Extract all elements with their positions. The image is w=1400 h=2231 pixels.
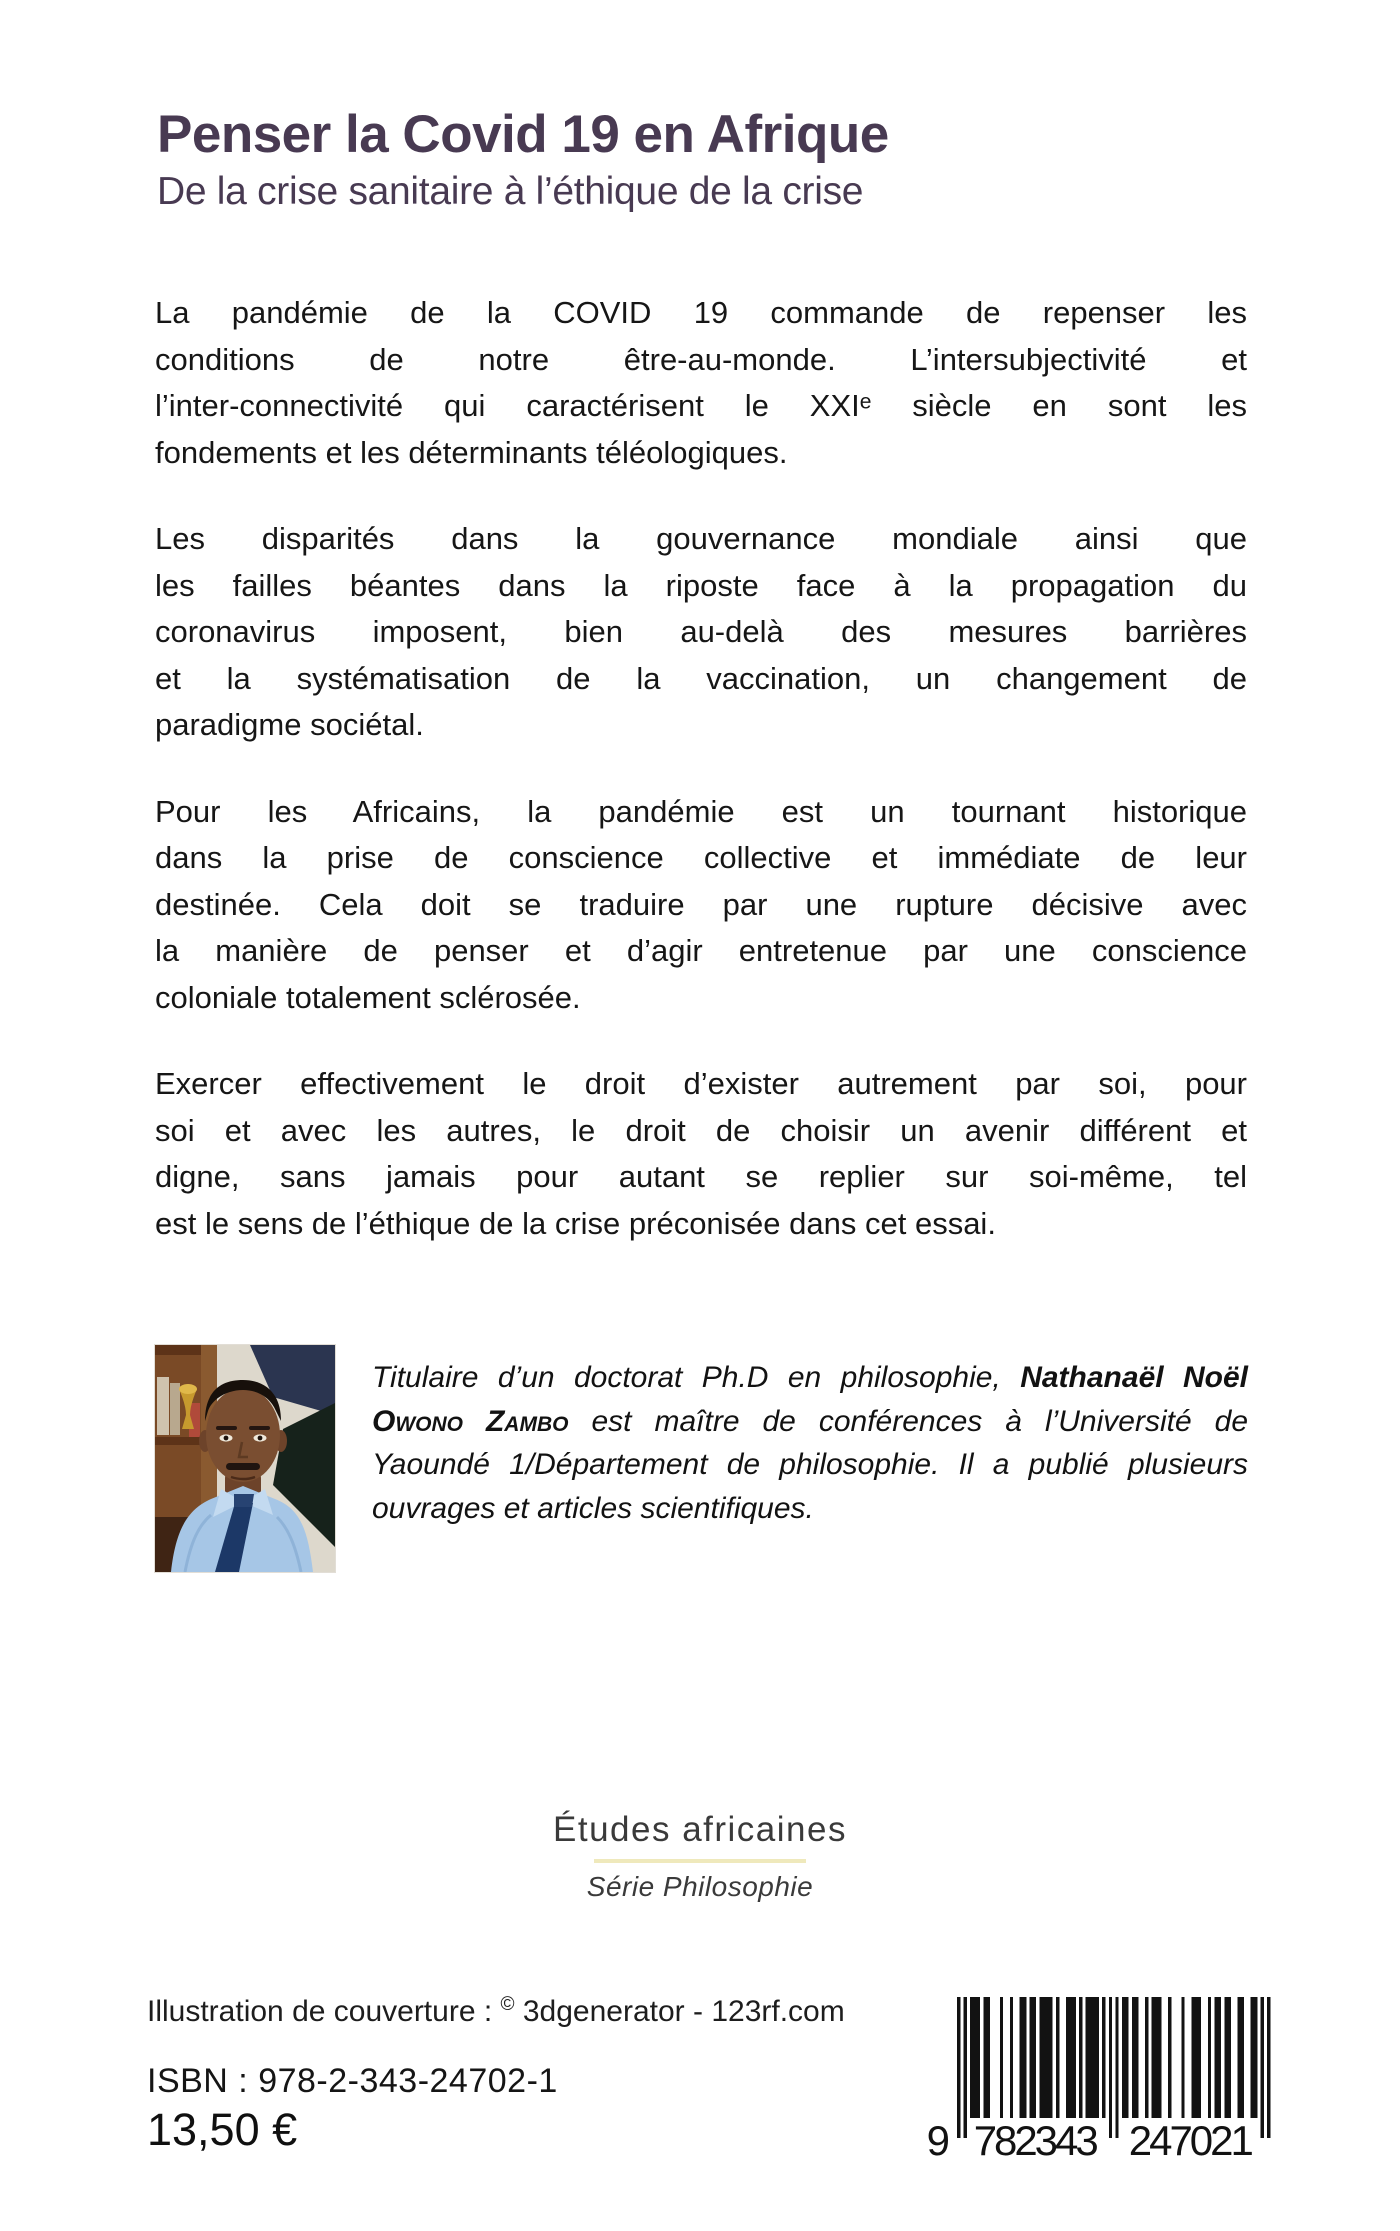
collection-divider	[594, 1859, 806, 1863]
paragraph-1	[155, 290, 1247, 476]
bio-prefix: Titulaire d’un doctorat Ph.D en philosophie,	[372, 1361, 1001, 1394]
svg-text:782343: 782343	[973, 2117, 1099, 2164]
svg-text:9: 9	[926, 2117, 950, 2164]
author-photo	[155, 1345, 335, 1572]
paragraph-4	[155, 1061, 1247, 1247]
author-photo-illustration	[155, 1345, 335, 1572]
body-text-line: Exercer effectivement le droit d’exister autrement par soi, pour	[155, 1066, 1247, 1101]
body-text-line: la manière de penser et d’agir entretenue par une conscience	[155, 933, 1247, 968]
copyright-symbol: ©	[500, 1994, 515, 2015]
page-subtitle: De la crise sanitaire à l’éthique de la crise	[157, 170, 864, 214]
collection-name: Études africaines	[553, 1810, 847, 1849]
body-text-line: digne, sans jamais pour autant se replier sur soi-même, tel	[155, 1159, 1247, 1194]
body-text-line: est le sens de l’éthique de la crise préconisée dans cet essai.	[155, 1205, 996, 1241]
paragraph-3	[155, 789, 1247, 1022]
isbn-barcode	[920, 1995, 1285, 2167]
price: 13,50 €	[147, 2104, 298, 2155]
body-text-line: destinée. Cela doit se traduire par une rupture décisive avec	[155, 886, 1247, 922]
body-text-line: l’inter-connectivité qui caractérisent le XXIᵉ siècle en sont les	[155, 388, 1247, 423]
back-cover-text	[155, 290, 1247, 1287]
bio-rest: est maître de conférences à l’Université de Yaoundé 1/Département de philosophie. Il a publié plusieurs ouvrages et articles scientifiques.	[372, 1404, 1249, 1525]
page-title: Penser la Covid 19 en Afrique	[157, 104, 889, 164]
cover-illustration-credit: Illustration de couverture : © 3dgenerator - 123rf.com	[147, 1994, 845, 2028]
author-name: Nathanaël Noël Owono Zambo	[372, 1361, 1248, 1438]
body-text-line: et la systématisation de la vaccination, un changement de	[155, 660, 1247, 696]
body-text-line: coloniale totalement sclérosée.	[155, 979, 581, 1015]
body-text-line: conditions de notre être-au-monde. L’intersubjectivité et	[155, 341, 1247, 377]
collection-block	[0, 1810, 1400, 1903]
body-text-line: Les disparités dans la gouvernance mondiale ainsi que	[155, 521, 1247, 556]
isbn-number: ISBN : 978-2-343-24702-1	[147, 2062, 558, 2100]
body-text-line: soi et avec les autres, le droit de choisir un avenir différent et	[155, 1112, 1247, 1148]
paragraph-2	[155, 516, 1247, 749]
body-text-line: coronavirus imposent, bien au-delà des mesures barrières	[155, 614, 1247, 649]
body-text-line: les failles béantes dans la riposte face à la propagation du	[155, 567, 1247, 603]
series-name: Série Philosophie	[586, 1871, 814, 1902]
author-bio	[372, 1356, 1248, 1530]
body-text-line: La pandémie de la COVID 19 commande de repenser les	[155, 295, 1247, 330]
body-text-line: dans la prise de conscience collective et immédiate de leur	[155, 840, 1247, 875]
body-text-line: paradigme sociétal.	[155, 707, 424, 742]
body-text-line: fondements et les déterminants téléologiques.	[155, 434, 788, 470]
body-text-line: Pour les Africains, la pandémie est un tournant historique	[155, 793, 1247, 829]
svg-text:247021: 247021	[1128, 2117, 1254, 2164]
